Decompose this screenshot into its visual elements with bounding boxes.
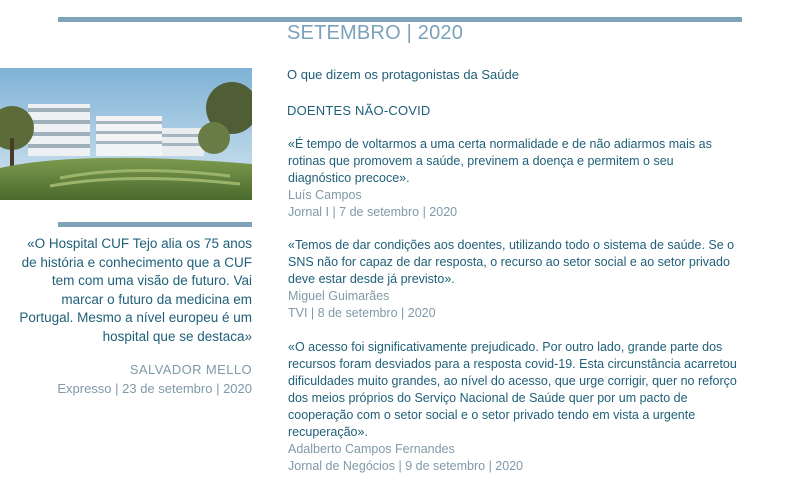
quote-block-2	[288, 237, 738, 322]
page-title: SETEMBRO | 2020	[287, 22, 464, 44]
hospital-building-photo	[0, 68, 252, 200]
quote-text: «Temos de dar condições aos doentes, utilizando todo o sistema de saúde. Se o SNS não for capaz de dar resposta, o recurso ao setor social e ao setor privado deve estar desde já previsto».	[288, 238, 735, 286]
quote-source: Jornal I | 7 de setembro | 2020	[288, 205, 458, 219]
feature-source: Expresso | 23 de setembro | 2020	[57, 381, 252, 396]
feature-quote: «O Hospital CUF Tejo alia os 75 anos de história e conhecimento que a CUF tem com uma visão de futuro. Vai marcar o futuro da medicina em Portugal. Mesmo a nível europeu é um hospital que se destaca»	[19, 236, 252, 344]
quote-block-1	[288, 136, 738, 221]
quote-author: Adalberto Campos Fernandes	[288, 442, 455, 456]
quote-author: Luís Campos	[288, 188, 362, 202]
feature-author: SALVADOR MELLO	[129, 362, 252, 377]
quote-author: Miguel Guimarães	[288, 289, 390, 303]
quote-source: TVI | 8 de setembro | 2020	[288, 306, 436, 320]
quote-block-3	[288, 339, 738, 475]
quote-text: «É tempo de voltarmos a uma certa normalidade e de não adiarmos mais as rotinas que promovem a saúde, previnem a doença e permitem o seu diagnóstico precoce».	[288, 137, 712, 185]
quote-source: Jornal de Negócios | 9 de setembro | 2020	[288, 459, 524, 473]
section-heading: DOENTES NÃO-COVID	[287, 103, 431, 118]
left-divider-bar	[58, 222, 252, 227]
quote-text: «O acesso foi significativamente prejudicado. Por outro lado, grande parte dos recursos foram desviados para a resposta covid-19. Esta circunstância acarretou dificuldades muito grandes, ao nível do acesso, que urge corrigir, quer no reforço dos meios próprios do Serviço Nacional de Saúde quer por um pacto de cooperação com o setor social e o setor privado tendo em vista a urgente recuperação».	[288, 340, 737, 439]
page-subtitle: O que dizem os protagonistas da Saúde	[287, 67, 519, 82]
